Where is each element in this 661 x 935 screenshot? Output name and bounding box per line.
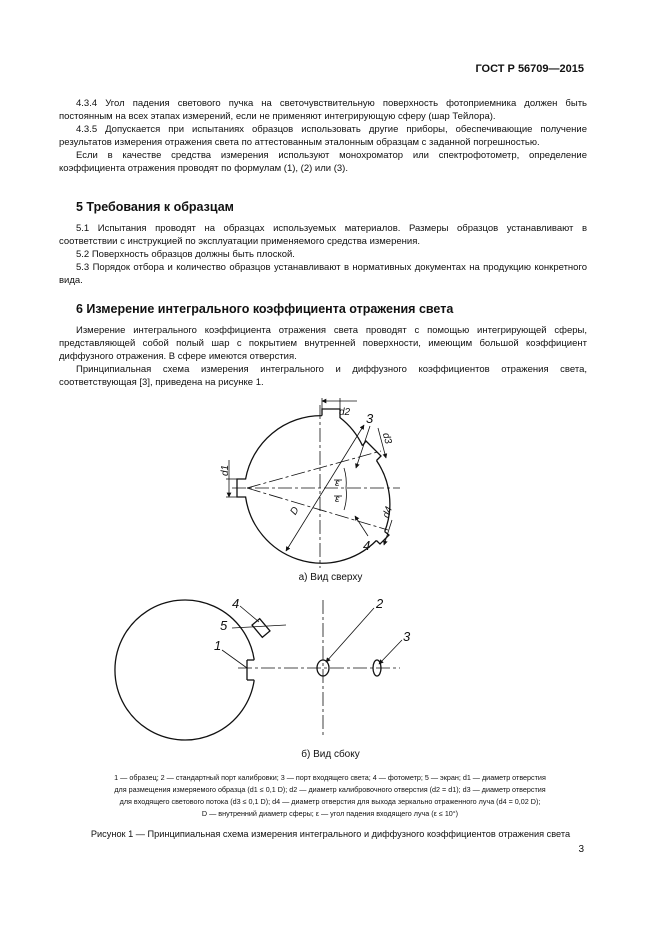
label-4-top: 4: [363, 538, 371, 553]
page-number: 3: [578, 844, 584, 855]
sphere-outline-side: [115, 600, 254, 740]
side-view: [115, 600, 381, 740]
caption-side-view: б) Вид сбоку: [301, 749, 360, 760]
photometer-block: [252, 619, 270, 638]
label-epsilon-upper: ε: [335, 478, 340, 489]
section-6-heading: 6 Измерение интегрального коэффициента отражения света: [76, 302, 454, 316]
port-3-outline: [363, 441, 382, 461]
leader-1: [222, 650, 247, 668]
leader-2: [326, 608, 374, 662]
label-3-side: 3: [403, 629, 411, 644]
paragraph-5-1: 5.1 Испытания проводят на образцах используемых материалов. Размеры образцов устанавливают в соответствии с инструкцией по эксплуатации применяемого средства измерения.: [59, 223, 587, 247]
label-4-side: 4: [232, 596, 240, 611]
legend-line: для размещения измеряемого образца (d1 ≤ 0,1 D); d2 — диаметр калибровочного отверстия (d2 = d1); d3 — диаметр отверстия: [114, 785, 546, 794]
figure-legend: [40, 772, 620, 820]
paragraph-6-2: Принципиальная схема измерения интегрального и диффузного коэффициентов отражения света, соответствующая [3], приведена на рисунке 1.: [59, 364, 587, 388]
figure-title: Рисунок 1 — Принципиальная схема измерения интегрального и диффузного коэффициентов отражения света: [90, 829, 571, 839]
epsilon-arc-upper: [344, 468, 346, 488]
incident-ray: [247, 451, 381, 488]
reflected-ray: [247, 488, 388, 530]
paragraph-5-2: 5.2 Поверхность образцов должны быть плоской.: [76, 249, 295, 260]
leader-4: [355, 516, 368, 536]
paragraph-4-3-5: 4.3.5 Допускается при испытаниях образцов использовать другие приборы, обеспечивающие получение результатов измерения отражения света по аттестованным эталонным образцам с заданной погрешностью.: [59, 124, 587, 148]
label-d4: d4: [380, 505, 395, 520]
leader-4-side: [240, 606, 259, 622]
port-4-outline: [376, 532, 389, 544]
standard-code: ГОСТ Р 56709—2015: [475, 63, 584, 75]
leader-3: [356, 426, 370, 468]
label-1-side: 1: [214, 638, 222, 653]
label-3-top: 3: [366, 411, 374, 426]
paragraph-5-3: 5.3 Порядок отбора и количество образцов устанавливают в нормативных документах на продукцию конкретного вида.: [59, 262, 587, 286]
label-D: D: [288, 505, 302, 518]
paragraph-monochromator: Если в качестве средства измерения используют монохроматор или спектрофотометр, определение коэффициента отражения проводят по формулам (1), (2) или (3).: [59, 150, 587, 174]
label-2-side: 2: [376, 596, 384, 611]
leader-3-side: [379, 640, 402, 664]
paragraph-4-3-4: 4.3.4 Угол падения светового пучка на светочувствительную поверхность фотоприемника должен быть постоянным на всех этапах измерений, если не применяют интегрирующую сферу (шар Тейлора).: [59, 98, 587, 122]
label-epsilon-lower: ε: [335, 494, 340, 505]
legend-line: для входящего светового потока (d3 ≤ 0,1 D); d4 — диаметр отверстия для выхода зеркально отраженного луча (d4 = 0,02 D);: [119, 797, 541, 806]
section-5-heading: 5 Требования к образцам: [76, 200, 234, 214]
epsilon-arc-lower: [344, 488, 346, 510]
label-d2: d2: [339, 407, 351, 418]
label-5-side: 5: [220, 618, 228, 633]
label-d3: d3: [379, 431, 394, 446]
legend-line: 1 — образец; 2 — стандартный порт калибровки; 3 — порт входящего света; 4 — фотометр; 5 — экран; d1 — диаметр отверстия: [114, 773, 546, 782]
legend-line: D — внутренний диаметр сферы; ε — угол падения входящего луча (ε ≤ 10°): [201, 809, 459, 818]
label-d1: d1: [220, 464, 231, 476]
caption-top-view: а) Вид сверху: [298, 572, 363, 583]
paragraph-6-1: Измерение интегрального коэффициента отражения света проводят с помощью интегрирующей сферы, представляющей собой полый шар с покрытием внутренней поверхности, имеющим большой коэффициент диффузного отражения. В сфере имеются отверстия.: [59, 325, 587, 362]
